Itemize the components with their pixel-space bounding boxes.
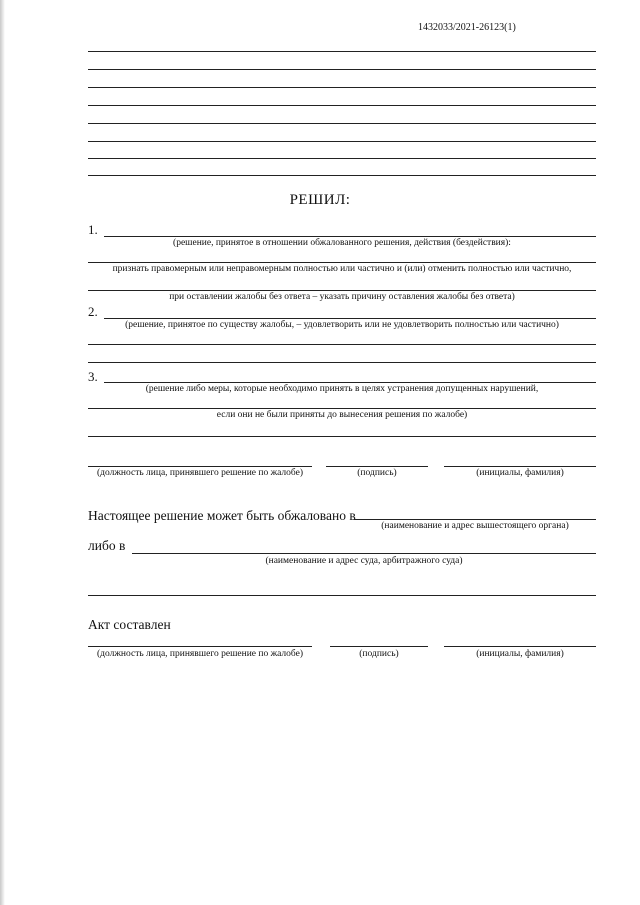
decision-heading: РЕШИЛ: <box>289 192 351 208</box>
act-text: Акт составлен <box>88 617 171 632</box>
section-3-number: 3. <box>88 369 98 384</box>
section-2-number: 2. <box>88 304 98 319</box>
section-1-number: 1. <box>88 222 98 237</box>
signature-2-position-caption: (должность лица, принявшего решение по жалобе) <box>96 649 304 659</box>
signature-1-initials-caption: (инициалы, фамилия) <box>476 468 564 478</box>
appeal-text: Настоящее решение может быть обжаловано в <box>88 508 356 523</box>
signature-2-signature-caption: (подпись) <box>359 649 399 659</box>
section-3-caption-2: если они не были приняты до вынесения решения по жалобе) <box>216 410 468 420</box>
signature-2-initials-caption: (инициалы, фамилия) <box>476 649 564 659</box>
appeal-or-text: либо в <box>88 538 126 553</box>
signature-1-position-caption: (должность лица, принявшего решение по жалобе) <box>96 468 304 478</box>
document-number: 1432033/2021-26123(1) <box>418 22 516 33</box>
signature-1-signature-caption: (подпись) <box>357 468 397 478</box>
section-1-caption-2: признать правомерным или неправомерным полностью или частично и (или) отменить полностью или частично, <box>112 264 572 274</box>
section-2-caption: (решение, принятое по существу жалобы, – удовлетворить или не удовлетворить полностью или частично) <box>125 320 559 330</box>
section-1-caption-3: при оставлении жалобы без ответа – указать причину оставления жалобы без ответа) <box>169 292 515 302</box>
section-3-caption-1: (решение либо меры, которые необходимо принять в целях устранения допущенных нарушений, <box>145 384 539 394</box>
scan-edge-shadow <box>0 0 5 905</box>
section-1-caption-1: (решение, принятое в отношении обжалованного решения, действия (бездействия): <box>173 238 511 248</box>
appeal-caption-2: (наименование и адрес суда, арбитражного суда) <box>265 556 463 566</box>
appeal-caption-1: (наименование и адрес вышестоящего органа) <box>381 521 569 531</box>
